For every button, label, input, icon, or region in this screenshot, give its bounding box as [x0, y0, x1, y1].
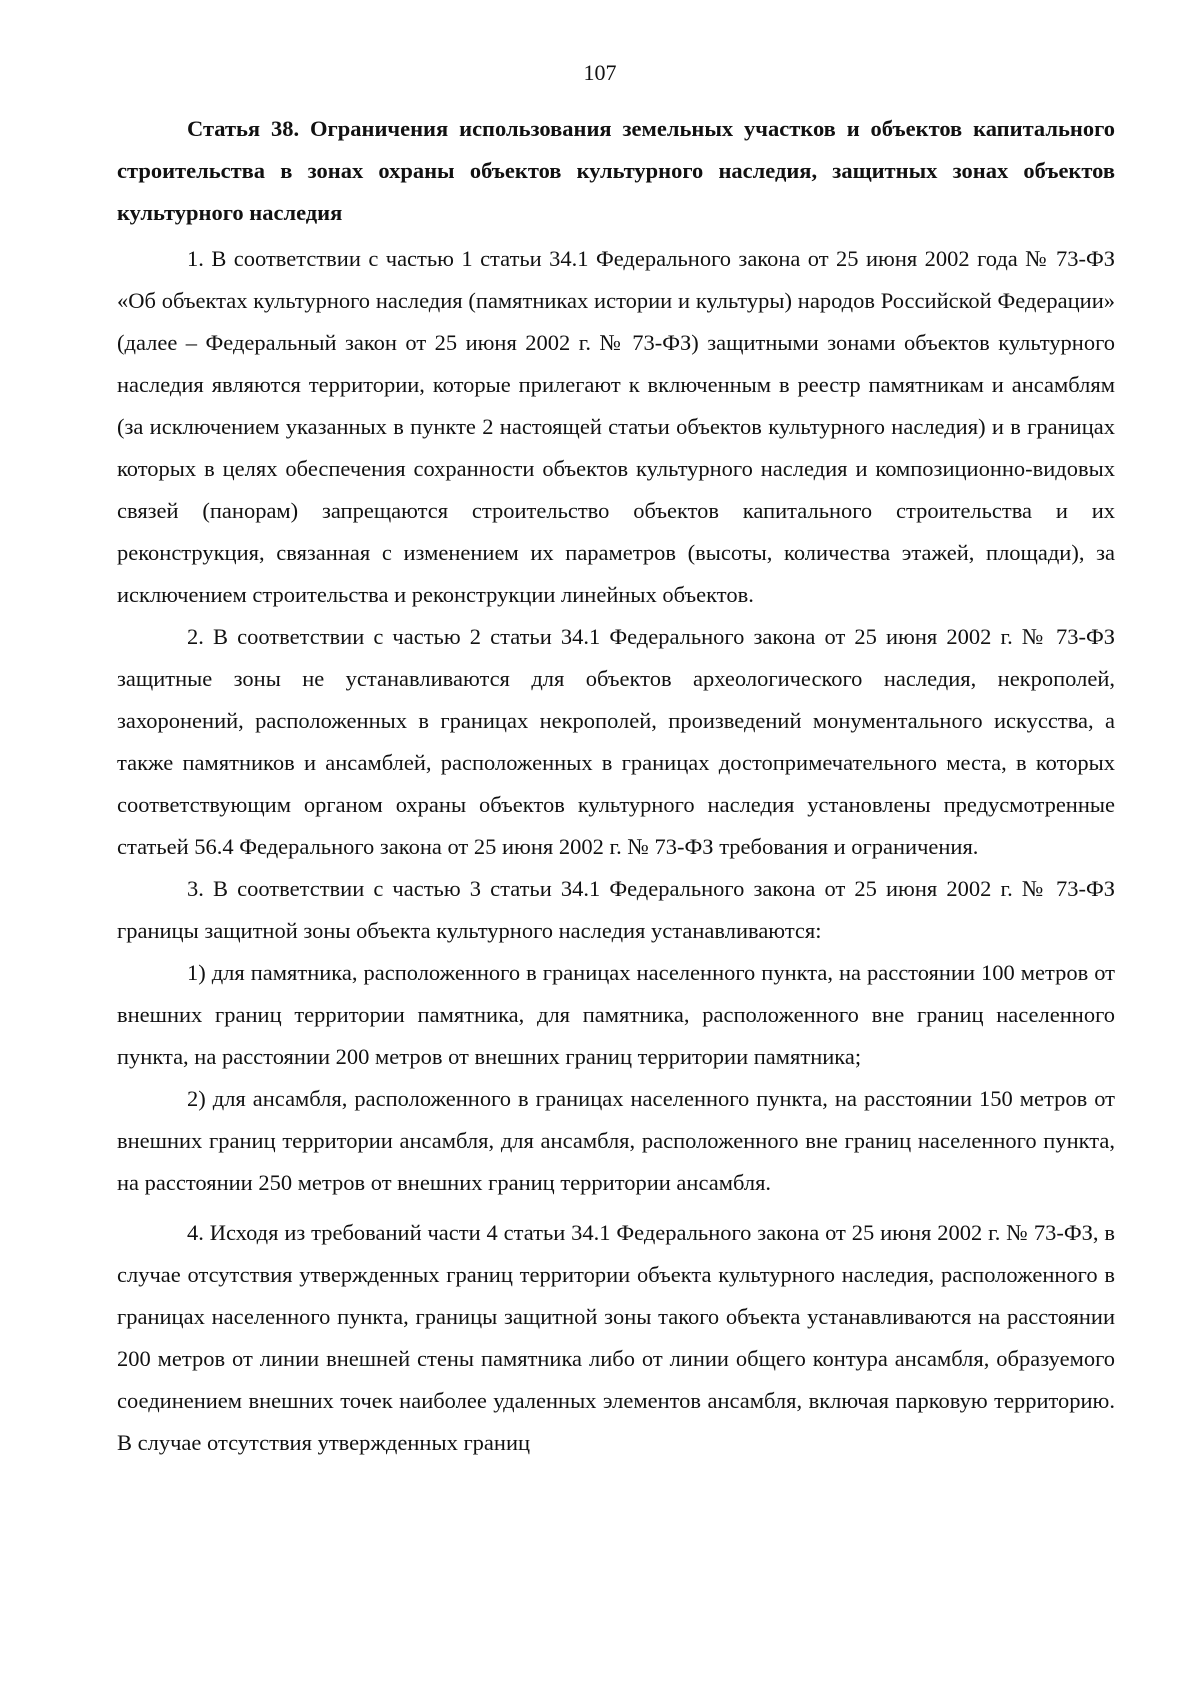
paragraph-1: 1. В соответствии с частью 1 статьи 34.1 Федерального закона от 25 июня 2002 года № 73-ФЗ «Об объектах культурного наследия (памятниках истории и культуры) народов Российской Федерации» (далее – Федеральный закон от 25 июня 2002 г. № 73-ФЗ) защитными зонами объектов культурного наследия являются территории, которые прилегают к включенным в реестр памятникам и ансамблям (за исключением указанных в пункте 2 настоящей статьи объектов культурного наследия) и в границах которых в целях обеспечения сохранности объектов культурного наследия и композиционно-видовых связей (панорам) запрещаются строительство объектов капитального строительства и их реконструкция, связанная с изменением их параметров (высоты, количества этажей, площади), за исключением строительства и реконструкции линейных объектов.: [117, 246, 1115, 607]
paragraph-4: 4. Исходя из требований части 4 статьи 34.1 Федерального закона от 25 июня 2002 г. № 73-ФЗ, в случае отсутствия утвержденных границ территории объекта культурного наследия, расположенного в границах населенного пункта, границы защитной зоны такого объекта устанавливаются на расстоянии 200 метров от линии внешней стены памятника либо от линии общего контура ансамбля, образуемого соединением внешних точек наиболее удаленных элементов ансамбля, включая парковую территорию. В случае отсутствия утвержденных границ: [117, 1220, 1115, 1455]
page-number: 107: [583, 60, 617, 85]
document-body: [117, 108, 1115, 1464]
paragraph-2: 2. В соответствии с частью 2 статьи 34.1 Федерального закона от 25 июня 2002 г. № 73-ФЗ защитные зоны не устанавливаются для объектов археологического наследия, некрополей, захоронений, расположенных в границах некрополей, произведений монументального искусства, а также памятников и ансамблей, расположенных в границах достопримечательного места, в которых соответствующим органом охраны объектов культурного наследия установлены предусмотренные статьей 56.4 Федерального закона от 25 июня 2002 г. № 73-ФЗ требования и ограничения.: [117, 624, 1115, 859]
paragraph-3: 3. В соответствии с частью 3 статьи 34.1 Федерального закона от 25 июня 2002 г. № 73-ФЗ границы защитной зоны объекта культурного наследия устанавливаются:: [117, 876, 1115, 943]
paragraph-3-item-2: 2) для ансамбля, расположенного в границах населенного пункта, на расстоянии 150 метров от внешних границ территории ансамбля, для ансамбля, расположенного вне границ населенного пункта, на расстоянии 250 метров от внешних границ территории ансамбля.: [117, 1086, 1115, 1195]
paragraph-3-item-1: 1) для памятника, расположенного в границах населенного пункта, на расстоянии 100 метров от внешних границ территории памятника, для памятника, расположенного вне границ населенного пункта, на расстоянии 200 метров от внешних границ территории памятника;: [117, 960, 1115, 1069]
article-heading: Статья 38. Ограничения использования земельных участков и объектов капитального строительства в зонах охраны объектов культурного наследия, защитных зонах объектов культурного наследия: [117, 116, 1115, 225]
